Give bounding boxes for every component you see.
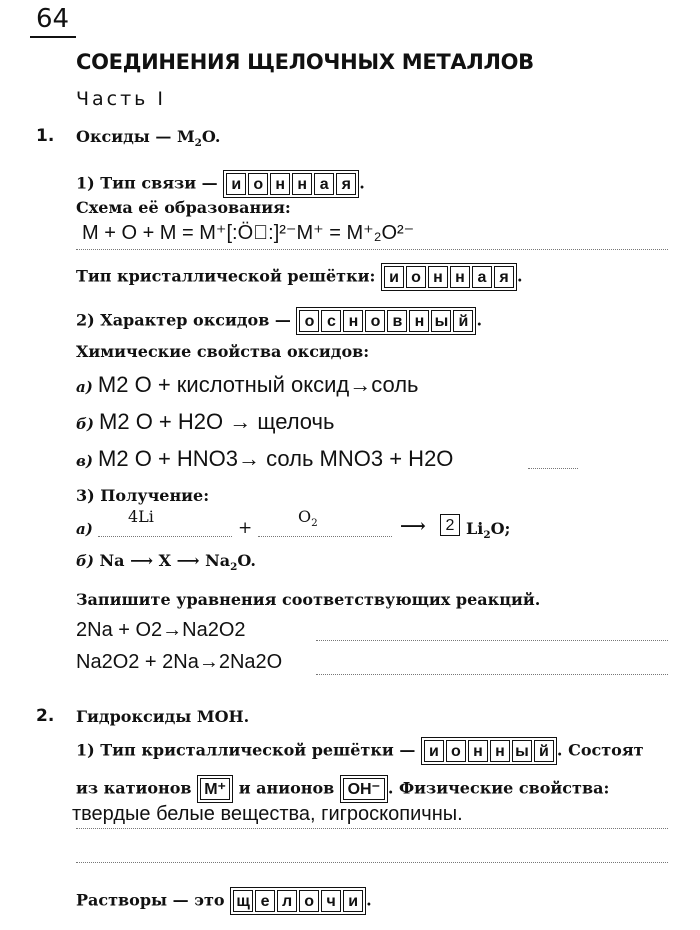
q2-cations-label: из катионов	[76, 778, 192, 798]
q2-lattice-letter-box: ы	[512, 740, 532, 762]
q2-cation-value: M⁺	[200, 778, 230, 800]
q1-prep-a-product-main: Li	[466, 519, 484, 538]
q1-prep-a-reactant2-sub: 2	[311, 517, 318, 530]
q1-bond-letter-box: я	[336, 173, 356, 195]
q1-prep-b-product-suffix: O.	[237, 551, 256, 570]
q1-character-label: 2) Характер оксидов —	[76, 310, 291, 330]
q1-prep-a-coef: 2	[440, 514, 460, 536]
q1-character-letter-box: в	[387, 310, 407, 332]
q2-ions-row	[76, 775, 609, 803]
q1-number: 1.	[36, 126, 55, 146]
q2-anions-label: и анионов	[238, 778, 335, 798]
q1-lattice-letter-box: а	[472, 266, 492, 288]
page-title: СОЕДИНЕНИЯ ЩЕЛОЧНЫХ МЕТАЛЛОВ	[76, 50, 534, 74]
q2-phys-line-2	[76, 862, 668, 863]
q1-prop-a	[76, 372, 419, 398]
q2-phys-line-1	[76, 828, 668, 829]
q2-solutions-letter-box: л	[277, 890, 297, 912]
q1-prep-a-product-suffix: O;	[490, 519, 511, 538]
q2-solutions-row	[76, 887, 372, 915]
q1-character-letter-box: ы	[431, 310, 451, 332]
q1-equation-1-line	[316, 640, 668, 641]
q1-prep-b-product-sub: 2	[230, 561, 238, 574]
q1-character-letter-box: н	[409, 310, 429, 332]
q1-bond-row: 1) Тип связи — и о н н а я .	[76, 170, 365, 198]
q2-solutions-letter-box: и	[343, 890, 363, 912]
q1-prep-b-x: X	[158, 551, 172, 570]
q2-lattice-label: 1) Тип кристаллической решётки —	[76, 740, 416, 760]
q1-prop-c	[76, 446, 453, 472]
q2-lattice-answer-boxes[interactable]	[421, 737, 557, 765]
q1-prep-a-reactant2[interactable]	[298, 507, 318, 529]
q2-anion-box[interactable]	[340, 775, 388, 803]
q1-character-letter-box: н	[343, 310, 363, 332]
q1-heading-sub: 2	[194, 137, 202, 150]
q1-write-label: Запишите уравнения соответствующих реакций.	[76, 590, 541, 609]
q1-lattice-label: Тип кристаллической решётки:	[76, 266, 376, 286]
q1-prop-a-letter: а)	[76, 378, 93, 396]
q1-prop-c-answer[interactable]: M2 O + HNO3→ соль MNO3 + H2O	[98, 446, 454, 471]
q1-bond-answer-boxes[interactable]	[223, 170, 359, 198]
q2-solutions-letter-box: щ	[233, 890, 253, 912]
q1-lattice-letter-box: и	[384, 266, 404, 288]
q2-solutions-answer-boxes[interactable]	[230, 887, 366, 915]
q1-prep-b-product-main: Na	[205, 551, 231, 570]
q1-prep-b-arrow1: ⟶	[130, 551, 154, 570]
q2-cation-box[interactable]	[197, 775, 233, 803]
q1-equation-1[interactable]: 2Na + O2→Na2O2	[76, 619, 246, 641]
q2-heading: Гидроксиды MOH.	[76, 707, 250, 726]
q2-anion-value: OH⁻	[343, 778, 385, 800]
q2-number: 2.	[36, 706, 55, 726]
q1-prep-a-line2	[258, 536, 392, 537]
q1-prep-a-product	[466, 519, 510, 541]
q2-lattice-letter-box: о	[446, 740, 466, 762]
q1-prep-label: 3) Получение:	[76, 486, 210, 505]
q2-phys-label: . Физические свойства:	[387, 778, 610, 798]
q1-prop-b-answer[interactable]: M2 O + H2O → щелочь	[99, 409, 335, 434]
q1-prep-a-product-sub: 2	[483, 529, 491, 542]
q1-lattice-answer-boxes[interactable]	[381, 263, 517, 291]
q2-lattice-letter-box: и	[424, 740, 444, 762]
q1-lattice-letter-box: н	[450, 266, 470, 288]
q2-lattice-letter-box: й	[534, 740, 554, 762]
q1-bond-letter-box: о	[248, 173, 268, 195]
q1-prep-b-letter: б)	[76, 552, 94, 570]
page-number: 64	[36, 4, 70, 34]
q1-bond-letter-box: и	[226, 173, 246, 195]
q2-solutions-letter-box: о	[299, 890, 319, 912]
q1-prep-b-arrow2: ⟶	[176, 551, 200, 570]
page-number-underline	[30, 36, 76, 38]
q2-solutions-suffix: .	[366, 890, 372, 910]
q1-scheme-label: Схема её образования:	[76, 198, 291, 217]
q2-solutions-label: Растворы — это	[76, 890, 225, 910]
q1-character-letter-box: о	[365, 310, 385, 332]
q1-prop-b-letter: б)	[76, 415, 94, 433]
q1-equation-2[interactable]: Na2O2 + 2Na→2Na2O	[76, 651, 283, 673]
q1-character-letter-box: с	[321, 310, 341, 332]
q1-prep-b-product	[205, 551, 256, 574]
q1-prep-a-reactant2-main: O	[298, 507, 312, 526]
q2-phys-answer[interactable]: твердые белые вещества, гигроскопичны.	[72, 803, 463, 825]
q1-bond-letter-box: н	[292, 173, 312, 195]
q1-prep-a-reactant1[interactable]: 4Li	[128, 507, 154, 526]
q1-prep-a-letter: а)	[76, 520, 93, 538]
q1-heading-prefix: Оксиды — M	[76, 127, 195, 146]
q1-prop-c-letter: в)	[76, 452, 93, 470]
q1-prep-b-na: Na	[99, 551, 125, 570]
q1-character-letter-box: й	[453, 310, 473, 332]
q1-equation-2-line	[316, 674, 668, 675]
q1-prep-a-plus: +	[238, 518, 253, 538]
q1-scheme-line	[76, 249, 668, 250]
q2-lattice-row: 1) Тип кристаллической решётки — и о н н ы й . Состоят	[76, 737, 644, 765]
q2-solutions-letter-box: е	[255, 890, 275, 912]
q2-consist: Состоят	[568, 740, 644, 760]
q1-character-answer-boxes[interactable]	[296, 307, 476, 335]
q1-prep-a-coef-box[interactable]	[440, 514, 460, 536]
q1-heading-suffix: O.	[201, 127, 221, 146]
q1-bond-label: 1) Тип связи —	[76, 173, 218, 193]
q1-lattice-letter-box: я	[494, 266, 514, 288]
q1-prep-b	[76, 551, 256, 573]
q1-character-row: 2) Характер оксидов — о с н о в н ы й .	[76, 307, 482, 335]
q1-bond-letter-box: н	[270, 173, 290, 195]
q1-prop-c-line	[528, 468, 578, 469]
q1-prep-a-line1	[98, 536, 232, 537]
q1-lattice-letter-box: о	[406, 266, 426, 288]
q1-lattice-row: Тип кристаллической решётки: и о н н а я .	[76, 263, 523, 291]
q1-scheme-answer[interactable]: M + O + M = M⁺[:Ö⃞:]²⁻M⁺ = M⁺₂O²⁻	[82, 222, 415, 244]
q2-lattice-letter-box: н	[468, 740, 488, 762]
q1-props-label: Химические свойства оксидов:	[76, 342, 370, 361]
q1-lattice-letter-box: н	[428, 266, 448, 288]
q1-prop-b	[76, 409, 334, 435]
q1-prep-a-arrow: ⟶	[400, 516, 426, 537]
q2-solutions-letter-box: ч	[321, 890, 341, 912]
q1-prop-a-answer[interactable]: M2 O + кислотный оксид→соль	[97, 372, 419, 397]
q2-lattice-letter-box: н	[490, 740, 510, 762]
q1-bond-letter-box: а	[314, 173, 334, 195]
part-label: Часть I	[76, 88, 167, 110]
q1-heading	[76, 127, 220, 149]
q1-character-letter-box: о	[299, 310, 319, 332]
